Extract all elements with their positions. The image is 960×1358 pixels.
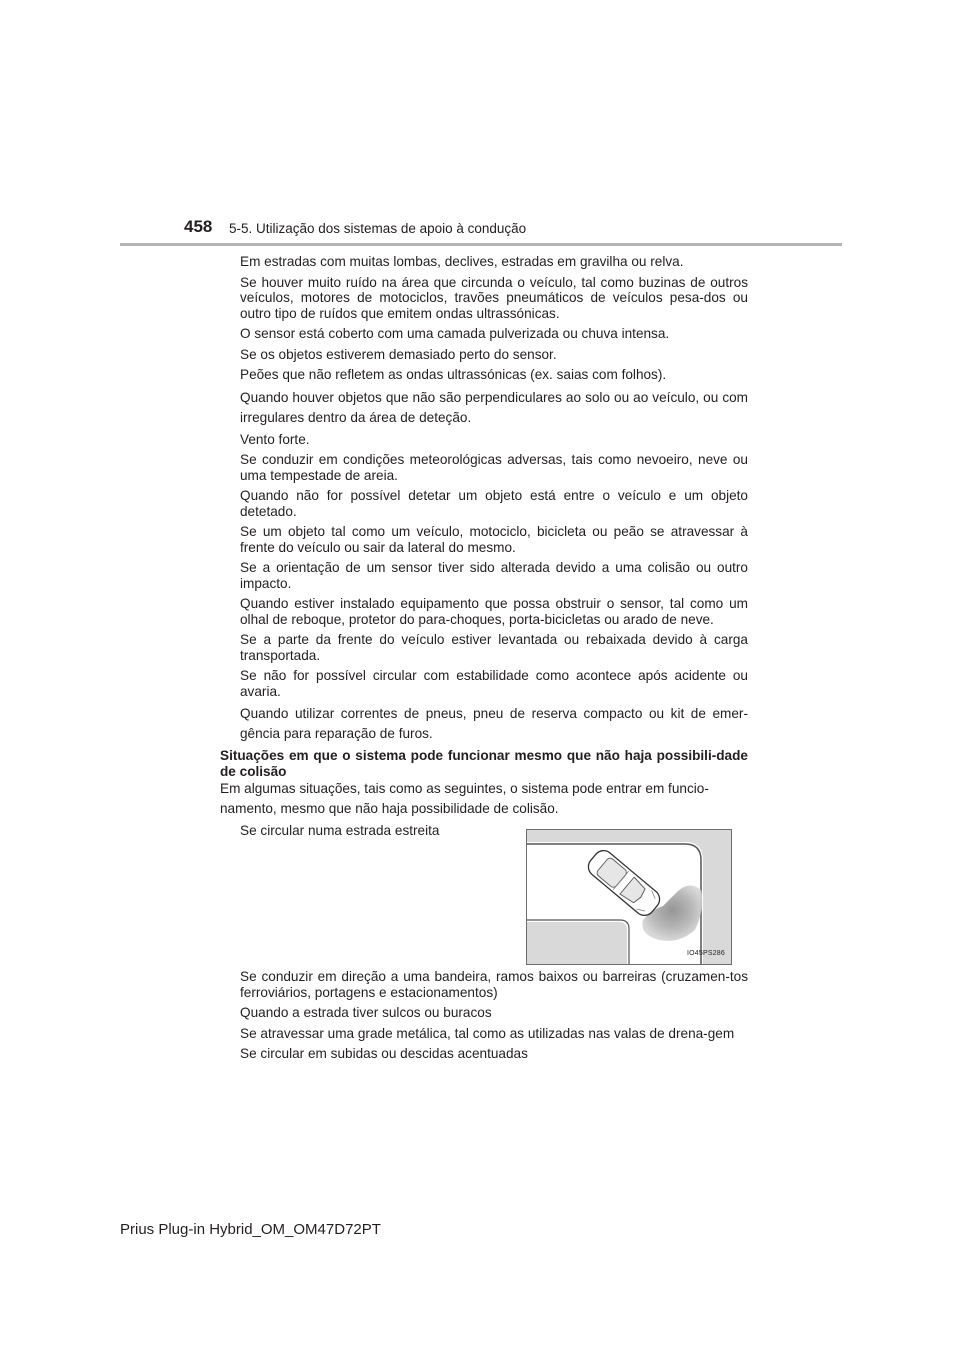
section-intro: Em algumas situações, tais como as seguintes, o sistema pode entrar em funcio-namento, mesmo que não haja possibilidade de colisão. [220,781,709,816]
list-item: Vento forte. [240,431,310,447]
list-item: Quando não for possível detetar um objeto está entre o veículo e um objeto detetado. [240,488,748,519]
list-item: Se a orientação de um sensor tiver sido alterada devido a uma colisão ou outro impacto. [240,560,748,591]
footer-model-code: Prius Plug-in Hybrid_OM_OM47D72PT [120,1221,381,1238]
list-item: Em estradas com muitas lombas, declives, estradas em gravilha ou relva. [240,254,684,269]
page-number: 458 [184,217,213,236]
list-item: Se um objeto tal como um veículo, motociclo, bicicleta ou peão se atravessar à frente do veículo ou sair da lateral do mesmo. [240,524,748,555]
list-item: Se atravessar uma grade metálica, tal como as utilizadas nas valas de drena-gem [240,1025,735,1041]
page-content [220,254,748,1067]
list-item: Quando a estrada tiver sulcos ou buracos [240,1005,492,1020]
list-item: Se não for possível circular com estabilidade como acontece após acidente ou avaria. [240,668,748,699]
figure-caption: Se circular numa estrada estreita [240,823,440,838]
narrow-road-illustration [526,829,732,965]
narrow-road-diagram [527,830,731,964]
list-item: Se circular em subidas ou descidas acentuadas [240,1046,528,1061]
list-item: Se conduzir em condições meteorológicas adversas, tais como nevoeiro, neve ou uma tempestade de areia. [240,452,748,483]
list-item: Peões que não refletem as ondas ultrassónicas (ex. saias com folhos). [240,367,667,382]
list-item: O sensor está coberto com uma camada pulverizada ou chuva intensa. [240,326,670,341]
section-title: 5-5. Utilização dos sistemas de apoio à condução [229,221,527,236]
list-item: Quando utilizar correntes de pneus, pneu de reserva compacto ou kit de emer-gência para reparação de furos. [240,706,748,741]
header-divider [120,243,842,246]
list-item: Quando estiver instalado equipamento que possa obstruir o sensor, tal como um olhal de reboque, protetor do para-choques, porta-bicicletas ou arado de neve. [240,596,748,627]
list-item: Quando houver objetos que não são perpendiculares ao solo ou ao veículo, ou com irregulares dentro da área de deteção. [240,389,748,425]
section-heading: Situações em que o sistema pode funcionar mesmo que não haja possibili-dade de colisão [220,748,748,779]
figure-row [220,823,748,969]
figure-code: IO45PS286 [687,949,725,957]
list-item: Se os objetos estiverem demasiado perto do sensor. [240,346,557,362]
list-item: Se conduzir em direção a uma bandeira, ramos baixos ou barreiras (cruzamen-tos ferroviários, portagens e estacionamentos) [240,969,748,1000]
list-item: Se a parte da frente do veículo estiver levantada ou rebaixada devido à carga transportada. [240,632,748,663]
list-item: Se houver muito ruído na área que circunda o veículo, tal como buzinas de outros veículos, motores de motociclos, travões pneumáticos de veículos pesa-dos ou outro tipo de ruídos que emitem ondas ultrassónicas. [240,274,748,321]
